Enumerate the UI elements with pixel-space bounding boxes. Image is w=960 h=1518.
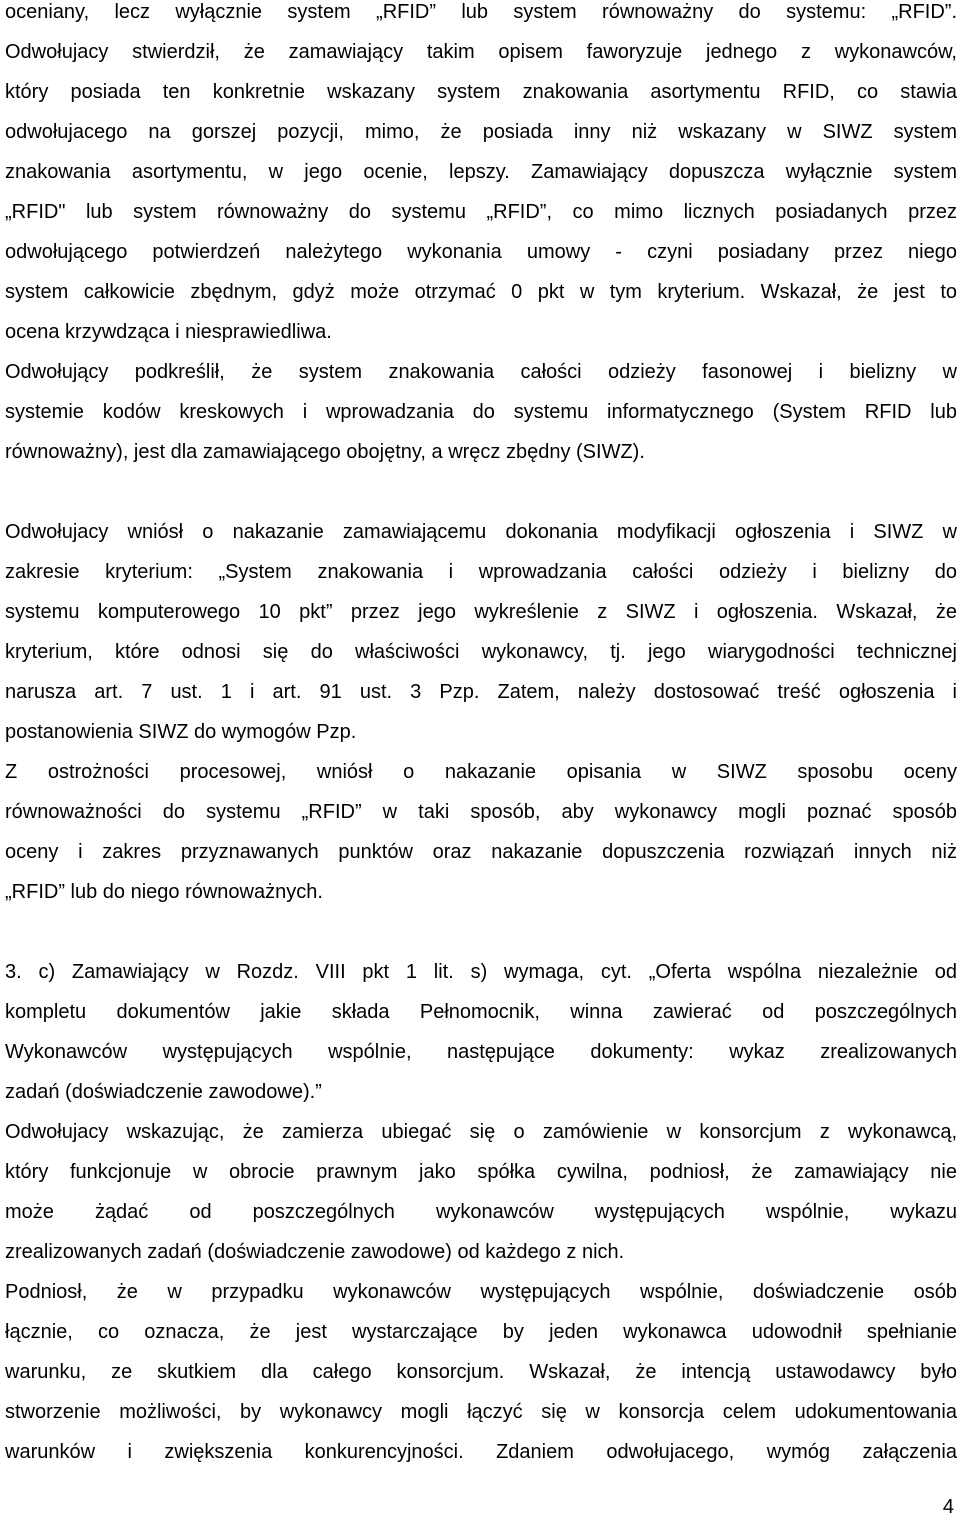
text-line: warunku, ze skutkiem dla całego konsorcjum. Wskazał, że intencją ustawodawcy było — [5, 1361, 957, 1383]
text-line: kryterium, które odnosi się do właściwości wykonawcy, tj. jego wiarygodności technicznej — [5, 641, 957, 663]
text-line: Odwołujacy wskazując, że zamierza ubiegać się o zamówienie w konsorcjum z wykonawcą, — [5, 1121, 957, 1143]
text-line: odwołującego potwierdzeń należytego wykonania umowy - czyni posiadany przez niego — [5, 241, 957, 263]
page-number: 4 — [942, 1496, 954, 1518]
text-line: system całkowicie zbędnym, gdyż może otrzymać 0 pkt w tym kryterium. Wskazał, że jest to — [5, 281, 957, 303]
text-line: warunków i zwiększenia konkurencyjności. Zdaniem odwołujacego, wymóg załączenia — [5, 1441, 957, 1463]
text-line: Odwołujący podkreślił, że system znakowania całości odzieży fasonowej i bielizny w — [5, 361, 957, 383]
paragraph-gap — [5, 472, 957, 512]
text-line: zakresie kryterium: „System znakowania i wprowadzania całości odzieży i bielizny do — [5, 561, 957, 583]
text-line: „RFID" lub system równoważny do systemu „RFID”, co mimo licznych posiadanych przez — [5, 201, 957, 223]
text-line: równoważny), jest dla zamawiającego obojętny, a wręcz zbędny (SIWZ). — [5, 441, 645, 463]
text-line: łącznie, co oznacza, że jest wystarczające by jeden wykonawca udowodnił spełnianie — [5, 1321, 957, 1343]
text-line: zrealizowanych zadań (doświadczenie zawodowe) od każdego z nich. — [5, 1241, 625, 1263]
text-line: oceniany, lecz wyłącznie system „RFID” lub system równoważny do systemu: „RFID”. — [5, 1, 957, 23]
text-line: zadań (doświadczenie zawodowe).” — [5, 1081, 322, 1103]
text-line: postanowienia SIWZ do wymogów Pzp. — [5, 721, 357, 743]
text-line: który posiada ten konkretnie wskazany system znakowania asortymentu RFID, co stawia — [5, 81, 957, 103]
text-line: systemu komputerowego 10 pkt” przez jego wykreślenie z SIWZ i ogłoszenia. Wskazał, że — [5, 601, 957, 623]
text-line: równoważności do systemu „RFID” w taki sposób, aby wykonawcy mogli poznać sposób — [5, 801, 957, 823]
text-line: znakowania asortymentu, w jego ocenie, lepszy. Zamawiający dopuszcza wyłącznie system — [5, 161, 957, 183]
text-line: ocena krzywdząca i niesprawiedliwa. — [5, 321, 332, 343]
text-line: „RFID” lub do niego równoważnych. — [5, 881, 323, 903]
text-line: 3. c) Zamawiający w Rozdz. VIII pkt 1 lit. s) wymaga, cyt. „Oferta wspólna niezależnie od — [5, 961, 957, 983]
text-line: oceny i zakres przyznawanych punktów oraz nakazanie dopuszczenia rozwiązań innych niż — [5, 841, 957, 863]
text-line: stworzenie możliwości, by wykonawcy mogli łączyć się w konsorcja celem udokumentowania — [5, 1401, 957, 1423]
paragraph-gap — [5, 912, 957, 952]
text-line: Wykonawców występujących wspólnie, następujące dokumenty: wykaz zrealizowanych — [5, 1041, 957, 1063]
text-line: może żądać od poszczególnych wykonawców występujących wspólnie, wykazu — [5, 1201, 957, 1223]
text-line: Z ostrożności procesowej, wniósł o nakazanie opisania w SIWZ sposobu oceny — [5, 761, 957, 783]
text-line: który funkcjonuje w obrocie prawnym jako spółka cywilna, podniosł, że zamawiający nie — [5, 1161, 957, 1183]
text-line: systemie kodów kreskowych i wprowadzania do systemu informatycznego (System RFID lub — [5, 401, 957, 423]
text-line: Odwołujacy stwierdził, że zamawiający takim opisem faworyzuje jednego z wykonawców, — [5, 41, 957, 63]
text-line: kompletu dokumentów jakie składa Pełnomocnik, winna zawierać od poszczególnych — [5, 1001, 957, 1023]
text-line: narusza art. 7 ust. 1 i art. 91 ust. 3 Pzp. Zatem, należy dostosować treść ogłoszenia i — [5, 681, 957, 703]
document-page — [5, 0, 957, 1472]
text-line: Podniosł, że w przypadku wykonawców występujących wspólnie, doświadczenie osób — [5, 1281, 957, 1303]
text-line: Odwołujacy wniósł o nakazanie zamawiającemu dokonania modyfikacji ogłoszenia i SIWZ w — [5, 521, 957, 543]
text-line: odwołujacego na gorszej pozycji, mimo, że posiada inny niż wskazany w SIWZ system — [5, 121, 957, 143]
